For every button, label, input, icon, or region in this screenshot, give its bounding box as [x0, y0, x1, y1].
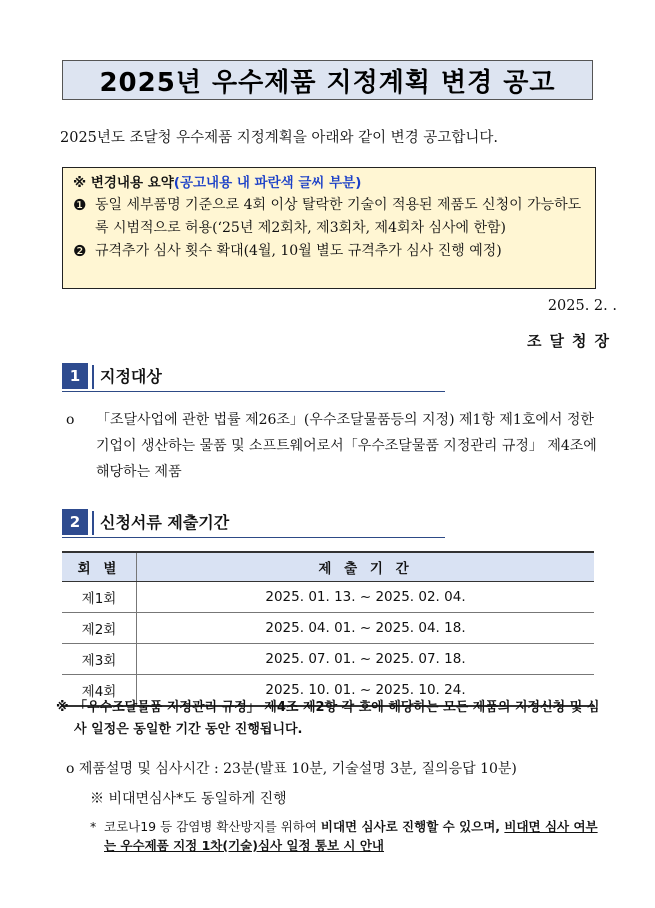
footnote-text — [104, 817, 602, 855]
round-cell: 제4회 — [62, 675, 137, 707]
section-number: 1 — [62, 363, 88, 389]
footnote-bold-1: 비대면 심사로 진행할 수 있으며, — [320, 819, 505, 834]
schedule-note-text: 「우수조달물품 지정관리 규정」 제4조 제2항 각 호에 해당하는 모든 제품의 지정신청 및 심사 일정은 동일한 기간 동안 진행됩니다. — [74, 700, 600, 737]
section-number: 2 — [62, 509, 88, 535]
footnote — [90, 817, 602, 855]
section-title: 신청서류 제출기간 — [100, 513, 230, 532]
period-cell: 2025. 07. 01. ~ 2025. 07. 18. — [137, 644, 595, 675]
item-number-icon: ❷ — [73, 242, 87, 260]
section-title: 지정대상 — [100, 367, 162, 386]
schedule-note — [56, 697, 602, 741]
summary-heading-note: (공고내용 내 파란색 글씨 부분) — [173, 175, 362, 191]
intro-text: 2025년도 조달청 우수제품 지정계획을 아래와 같이 변경 공고합니다. — [60, 130, 498, 146]
section-divider — [92, 511, 94, 535]
summary-heading-label: ※ 변경내용 요약 — [73, 175, 174, 191]
column-header-round: 회 별 — [62, 552, 137, 582]
announcement-date: 2025. 2. . — [547, 298, 617, 314]
section-divider — [92, 365, 94, 389]
summary-item — [73, 194, 585, 240]
table-row — [62, 613, 594, 644]
note-mark-icon: ※ — [56, 700, 69, 715]
footnote-plain: 코로나19 등 감염병 확산방지를 위하여 — [104, 819, 321, 834]
summary-item — [73, 240, 585, 263]
section-2-header — [62, 509, 445, 538]
footnote-star: * — [90, 819, 97, 834]
change-summary-box — [62, 167, 596, 289]
period-cell: 2025. 04. 01. ~ 2025. 04. 18. — [137, 613, 595, 644]
nonface-review-note: ※ 비대면심사*도 동일하게 진행 — [90, 791, 287, 807]
column-header-period: 제 출 기 간 — [137, 552, 595, 582]
section-1-header — [62, 363, 445, 392]
footnote-bold-2: 비대면 심사 여부는 우수제품 지정 1차(기술)심사 일정 통보 시 안내 — [104, 819, 598, 853]
bullet-icon: o — [66, 412, 75, 428]
summary-item-text: 동일 세부품명 기준으로 4회 이상 탈락한 기술이 적용된 제품도 신청이 가능하도록 시범적으로 허용(‘25년 제2회차, 제3회차, 제4회차 심사에 한함) — [95, 197, 582, 236]
page-title: 2025년 우수제품 지정계획 변경 공고 — [62, 60, 593, 100]
round-cell: 제1회 — [62, 582, 137, 613]
item-number-icon: ❶ — [73, 196, 87, 214]
table-row — [62, 582, 594, 613]
table-header-row — [62, 552, 594, 582]
period-cell: 2025. 01. 13. ~ 2025. 02. 04. — [137, 582, 595, 613]
presentation-time: o 제품설명 및 심사시간 : 23분(발표 10분, 기술설명 3분, 질의응답 10분) — [66, 761, 517, 777]
round-cell: 제2회 — [62, 613, 137, 644]
period-cell: 2025. 10. 01. ~ 2025. 10. 24. — [137, 675, 595, 707]
signer: 조달청장 — [527, 332, 617, 350]
table-row — [62, 644, 594, 675]
submission-schedule-table — [62, 551, 594, 707]
summary-heading — [73, 172, 585, 194]
eligibility-text: 「조달사업에 관한 법률 제26조」(우수조달물품등의 지정) 제1항 제1호에서 정한 기업이 생산하는 물품 및 소프트웨어로서「우수조달물품 지정관리 규정」 제4조에 해당하는 제품 — [96, 412, 597, 480]
eligibility-paragraph — [66, 407, 606, 485]
round-cell: 제3회 — [62, 644, 137, 675]
summary-item-text: 규격추가 심사 횟수 확대(4월, 10월 별도 규격추가 심사 진행 예정) — [95, 243, 502, 259]
